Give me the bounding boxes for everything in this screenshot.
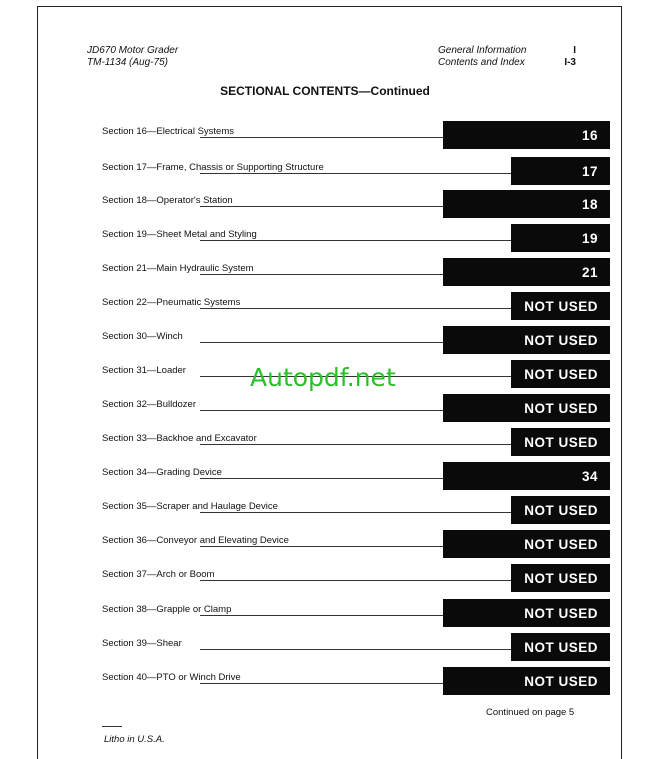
- section-tab: NOT USED: [511, 564, 610, 592]
- continued-note: Continued on page 5: [486, 707, 575, 718]
- section-label: Section 38—Grapple or Clamp: [102, 604, 234, 615]
- section-tab: 21: [443, 258, 610, 286]
- section-tab: NOT USED: [443, 667, 610, 695]
- leader-line: [200, 410, 443, 411]
- leader-line: [200, 478, 443, 479]
- section-tab: NOT USED: [443, 326, 610, 354]
- watermark: Autopdf.net: [250, 363, 396, 392]
- section-tab: NOT USED: [443, 599, 610, 627]
- leader-line: [200, 173, 511, 174]
- leader-line: [200, 580, 511, 581]
- section-row: [0, 496, 650, 532]
- section-tab: NOT USED: [511, 360, 610, 388]
- printing-note: Litho in U.S.A.: [104, 734, 165, 745]
- page-number-label: I-3: [564, 57, 576, 68]
- section-row: [0, 667, 650, 703]
- section-tab: NOT USED: [511, 633, 610, 661]
- leader-line: [200, 137, 443, 138]
- section-label: Section 19—Sheet Metal and Styling: [102, 229, 260, 240]
- section-tab: NOT USED: [443, 394, 610, 422]
- section-row: [0, 190, 650, 226]
- leader-line: [200, 615, 443, 616]
- page-title: SECTIONAL CONTENTS—Continued: [220, 84, 430, 98]
- section-tab: 19: [511, 224, 610, 252]
- leader-line: [200, 342, 443, 343]
- section-tab: 16: [443, 121, 610, 149]
- document-id: [87, 45, 178, 69]
- leader-line: [200, 444, 511, 445]
- leader-line: [200, 649, 511, 650]
- leader-line: [200, 206, 443, 207]
- leader-line: [200, 240, 511, 241]
- section-label: Section 33—Backhoe and Excavator: [102, 433, 260, 444]
- leader-line: [200, 512, 511, 513]
- section-row: [0, 462, 650, 498]
- section-label: Section 22—Pneumatic Systems: [102, 297, 243, 308]
- section-label: Section 18—Operator's Station: [102, 195, 236, 206]
- section-tab: 17: [511, 157, 610, 185]
- section-label: Section 30—Winch: [102, 331, 186, 342]
- footer-rule: [102, 726, 122, 727]
- section-tab: 34: [443, 462, 610, 490]
- section-row: [0, 157, 650, 193]
- section-row: [0, 224, 650, 260]
- leader-line: [200, 683, 443, 684]
- section-label: Section 40—PTO or Winch Drive: [102, 672, 244, 683]
- section-tab: NOT USED: [443, 530, 610, 558]
- leader-line: [200, 308, 511, 309]
- section-label: Section 16—Electrical Systems: [102, 126, 237, 137]
- section-row: [0, 326, 650, 362]
- section-row: [0, 394, 650, 430]
- section-label: Section 21—Main Hydraulic System: [102, 263, 257, 274]
- section-row: [0, 530, 650, 566]
- section-row: [0, 599, 650, 635]
- group-number: I: [573, 45, 576, 56]
- section-label: Section 36—Conveyor and Elevating Device: [102, 535, 292, 546]
- page-number: [562, 45, 576, 69]
- chapter-info: [438, 45, 526, 69]
- manual-number: TM-1134 (Aug-75): [87, 57, 168, 68]
- section-tab: NOT USED: [511, 428, 610, 456]
- section-label: Section 34—Grading Device: [102, 467, 225, 478]
- section-row: [0, 121, 650, 157]
- section-label: Section 17—Frame, Chassis or Supporting Structure: [102, 162, 327, 173]
- section-tab: NOT USED: [511, 496, 610, 524]
- leader-line: [200, 274, 443, 275]
- chapter-subtitle: Contents and Index: [438, 57, 525, 68]
- section-label: Section 32—Bulldozer: [102, 399, 199, 410]
- section-row: [0, 564, 650, 600]
- chapter-title: General Information: [438, 45, 527, 56]
- section-row: [0, 258, 650, 294]
- model-title: JD670 Motor Grader: [87, 45, 179, 56]
- section-tab: NOT USED: [511, 292, 610, 320]
- section-tab: 18: [443, 190, 610, 218]
- section-label: Section 31—Loader: [102, 365, 189, 376]
- section-row: [0, 428, 650, 464]
- leader-line: [200, 546, 443, 547]
- section-row: [0, 633, 650, 669]
- section-label: Section 37—Arch or Boom: [102, 569, 217, 580]
- section-row: [0, 292, 650, 328]
- section-label: Section 39—Shear: [102, 638, 185, 649]
- section-label: Section 35—Scraper and Haulage Device: [102, 501, 281, 512]
